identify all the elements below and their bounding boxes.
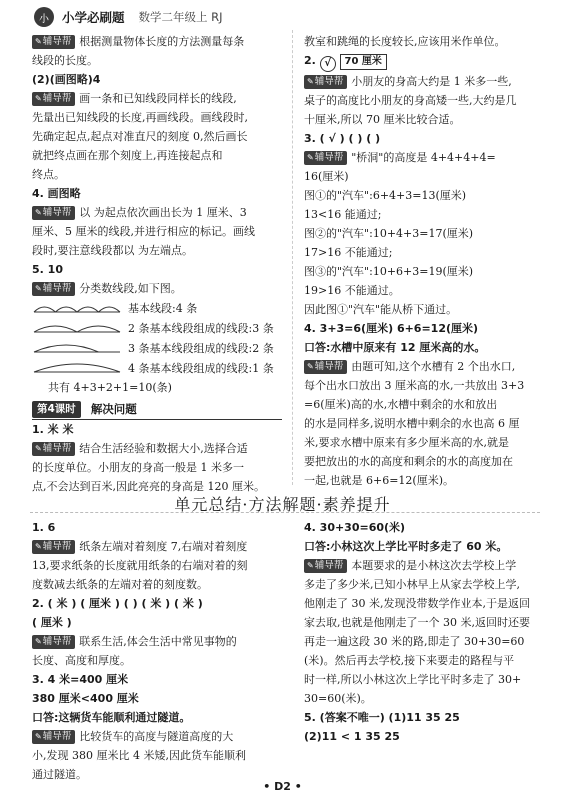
question-title: 4. 3+3=6(厘米) 6+6=12(厘米)	[304, 322, 479, 335]
text-line: 的水是同样多,说明水槽中剩余的水也高 6 厘	[304, 417, 520, 430]
question-title: (2)(画图略)4	[32, 73, 101, 86]
text-line: ✎辅导帮 由题可知,这个水槽有 2 个出水口,	[304, 357, 540, 376]
brand-logo-icon: 小	[34, 7, 54, 27]
pencil-icon: ✎	[35, 94, 42, 103]
text-line: 每个出水口放出 3 厘米高的水,一共放出 3+3	[304, 379, 525, 392]
question-title: 3. 4 米=400 厘米	[32, 673, 129, 686]
text-line: ✎辅导帮 分类数线段,如下图。	[32, 279, 282, 298]
pencil-icon: ✎	[35, 444, 42, 453]
question-title: 2. ( 米 ) ( 厘米 ) ( ) ( 米 ) ( 米 )	[32, 597, 203, 610]
text-line: 通过隧道。	[32, 768, 87, 781]
page-header	[34, 6, 223, 28]
text-line: 厘米、5 厘米的线段,并进行相应的标记。画线	[32, 225, 255, 238]
tutor-badge: ✎辅导帮	[32, 730, 75, 744]
question-title: 380 厘米<400 厘米	[32, 692, 139, 705]
text-line: 教室和跳绳的长度较长,应该用米作单位。	[304, 35, 506, 48]
right-column	[304, 32, 540, 490]
text-line: 线段的长度。	[32, 54, 98, 67]
segment-caption: 2 条基本线段组成的线段:3 条	[128, 321, 274, 335]
text-line: 19>16 不能通过。	[304, 284, 400, 297]
question-title: 5. (答案不唯一) (1)11 35 25	[304, 711, 460, 724]
text-line: 终点。	[32, 168, 65, 181]
text-line: 17>16 不能通过;	[304, 246, 393, 259]
text-line: 先确定起点,起点对准直尺的刻度 0,然后画长	[32, 130, 248, 143]
question-title: (2)11 < 1 35 25	[304, 730, 400, 743]
text-line: 再走一遍这段 30 米的路,即走了 30+30=60	[304, 635, 525, 648]
section-divider	[30, 512, 540, 513]
tutor-badge: ✎辅导帮	[32, 92, 75, 106]
pencil-icon: ✎	[307, 561, 314, 570]
brand-name: 小学必刷题	[62, 10, 125, 25]
text-line: 因此图①"汽车"能从桥下通过。	[304, 303, 458, 316]
text-line: ✎辅导帮 结合生活经验和数据大小,选择合适	[32, 439, 282, 458]
left-column	[32, 32, 282, 496]
text-line: 家去取,也就是他刚走了一个 30 米,返回时还要	[304, 616, 530, 629]
lesson-tag: 第4课时	[32, 401, 81, 418]
pencil-icon: ✎	[35, 208, 42, 217]
pencil-icon: ✎	[35, 542, 42, 551]
text-line: 图③的"汽车":10+6+3=19(厘米)	[304, 265, 474, 278]
tutor-badge: ✎辅导帮	[304, 75, 347, 89]
text-line: ✎辅导帮 小朋友的身高大约是 1 米多一些,	[304, 72, 540, 91]
text-line: =6(厘米)高的水,水槽中剩余的水和放出	[304, 398, 498, 411]
pencil-icon: ✎	[35, 637, 42, 646]
pencil-icon: ✎	[307, 77, 314, 86]
question-title: 1. 米 米	[32, 423, 74, 436]
text-line: 就把终点画在那个刻度上,再连接起点和	[32, 149, 223, 162]
text-line: 多走了多少米,已知小林早上从家去学校上学,	[304, 578, 520, 591]
segment-diagram-2	[32, 318, 282, 338]
question-title: 2. √ 70 厘米	[304, 51, 540, 72]
question-title: ( 厘米 )	[32, 616, 72, 629]
text-line: ✎辅导帮 画一条和已知线段同样长的线段,	[32, 89, 282, 108]
text-line: ✎辅导帮 "桥洞"的高度是 4+4+4+4=	[304, 148, 540, 167]
text-line: ✎辅导帮 以 为起点依次画出长为 1 厘米、3	[32, 203, 282, 222]
segment-three-diagram	[32, 342, 122, 354]
segment-basic-diagram	[32, 302, 122, 314]
tutor-badge: ✎辅导帮	[32, 206, 75, 220]
text-line: 要把放出的水的高度和剩余的水的高度加在	[304, 455, 513, 468]
text-line: 长度、高度和厚度。	[32, 654, 131, 667]
tutor-badge: ✎辅导帮	[32, 35, 75, 49]
segment-diagram-3	[32, 338, 282, 358]
question-title: 3. ( √ ) ( ) ( )	[304, 132, 381, 145]
pencil-icon: ✎	[307, 362, 314, 371]
pencil-icon: ✎	[35, 37, 42, 46]
pencil-icon: ✎	[35, 284, 42, 293]
pencil-icon: ✎	[307, 153, 314, 162]
answer-line: 口答:水槽中原来有 12 厘米高的水。	[304, 341, 486, 354]
bottom-right-column	[304, 518, 540, 746]
text-line: 一起,也就是 6+6=12(厘米)。	[304, 474, 455, 487]
text-line: 十厘米,所以 70 厘米比较合适。	[304, 113, 461, 126]
text-line: 段时,要注意线段都以 为左端点。	[32, 244, 193, 257]
tutor-badge: ✎辅导帮	[32, 635, 75, 649]
segment-four-diagram	[32, 362, 122, 374]
text-line: 16(厘米)	[304, 170, 349, 183]
text-line: 小,发现 380 厘米比 4 米矮,因此货车能顺利	[32, 749, 246, 762]
text-line: ✎辅导帮 比较货车的高度与隧道高度的大	[32, 727, 282, 746]
text-line: 13<16 能通过;	[304, 208, 382, 221]
answer-line: 口答:小林这次上学比平时多走了 60 米。	[304, 540, 508, 553]
segment-diagram-4	[32, 358, 282, 378]
segment-caption: 基本线段:4 条	[128, 301, 198, 315]
question-title: 4. 30+30=60(米)	[304, 521, 406, 534]
text-line: ✎辅导帮 本题要求的是小林这次去学校上学	[304, 556, 540, 575]
tutor-badge: ✎辅导帮	[304, 559, 347, 573]
column-divider	[292, 30, 293, 485]
text-line: 桌子的高度比小朋友的身高矮一些,大约是几	[304, 94, 517, 107]
text-line: 他刚走了 30 米,发现没带数学作业本,于是返回	[304, 597, 530, 610]
text-line: 13,要求纸条的长度就用纸条的右端对着的刻	[32, 559, 248, 572]
page-number: • D2 •	[263, 780, 302, 793]
circle-check-icon: √	[320, 56, 336, 72]
lesson-heading	[32, 399, 282, 420]
tutor-badge: ✎辅导帮	[304, 360, 347, 374]
tutor-badge: ✎辅导帮	[32, 540, 75, 554]
text-line: 时一样,所以小林这次上学比平时多走了 30+	[304, 673, 522, 686]
text-line: 图①的"汽车":6+4+3=13(厘米)	[304, 189, 467, 202]
pencil-icon: ✎	[35, 732, 42, 741]
text-line: ✎辅导帮 纸条左端对着刻度 7,右端对着刻度	[32, 537, 282, 556]
text-line: 先量出已知线段的长度,再画线段。画线段时,	[32, 111, 248, 124]
tutor-badge: ✎辅导帮	[32, 442, 75, 456]
text-line: 米,要求水槽中原来有多少厘米高的水,就是	[304, 436, 509, 449]
segment-two-diagram	[32, 322, 122, 334]
text-line: 30=60(米)。	[304, 692, 372, 705]
text-line: (米)。然后再去学校,接下来要走的路程与平	[304, 654, 515, 667]
tutor-badge: ✎辅导帮	[32, 282, 75, 296]
question-title: 1. 6	[32, 521, 56, 534]
text-line: 度数减去纸条的左端对着的刻度数。	[32, 578, 208, 591]
answer-line: 口答:这辆货车能顺利通过隧道。	[32, 711, 191, 724]
book-subtitle: 数学二年级上 RJ	[138, 10, 223, 24]
text-line: ✎辅导帮 根据测量物体长度的方法测量每条	[32, 32, 282, 51]
segment-caption: 3 条基本线段组成的线段:2 条	[128, 341, 274, 355]
segment-diagram-1	[32, 298, 282, 318]
unit-summary-banner: 单元总结·方法解题·素养提升	[174, 495, 391, 514]
text-line: 共有 4+3+2+1=10(条)	[48, 381, 172, 394]
text-line: 点,不会达到百米,因此亮亮的身高是 120 厘米。	[32, 480, 265, 493]
text-line: 的长度单位。小朋友的身高一般是 1 米多一	[32, 461, 244, 474]
answer-box: 70 厘米	[340, 54, 387, 70]
question-title: 5. 10	[32, 263, 63, 276]
bottom-left-column	[32, 518, 282, 784]
lesson-title: 解决问题	[90, 401, 137, 416]
tutor-badge: ✎辅导帮	[304, 151, 347, 165]
text-line: ✎辅导帮 联系生活,体会生活中常见事物的	[32, 632, 282, 651]
text-line: 图②的"汽车":10+4+3=17(厘米)	[304, 227, 474, 240]
question-title: 4. 画图略	[32, 187, 81, 200]
segment-caption: 4 条基本线段组成的线段:1 条	[128, 361, 274, 375]
